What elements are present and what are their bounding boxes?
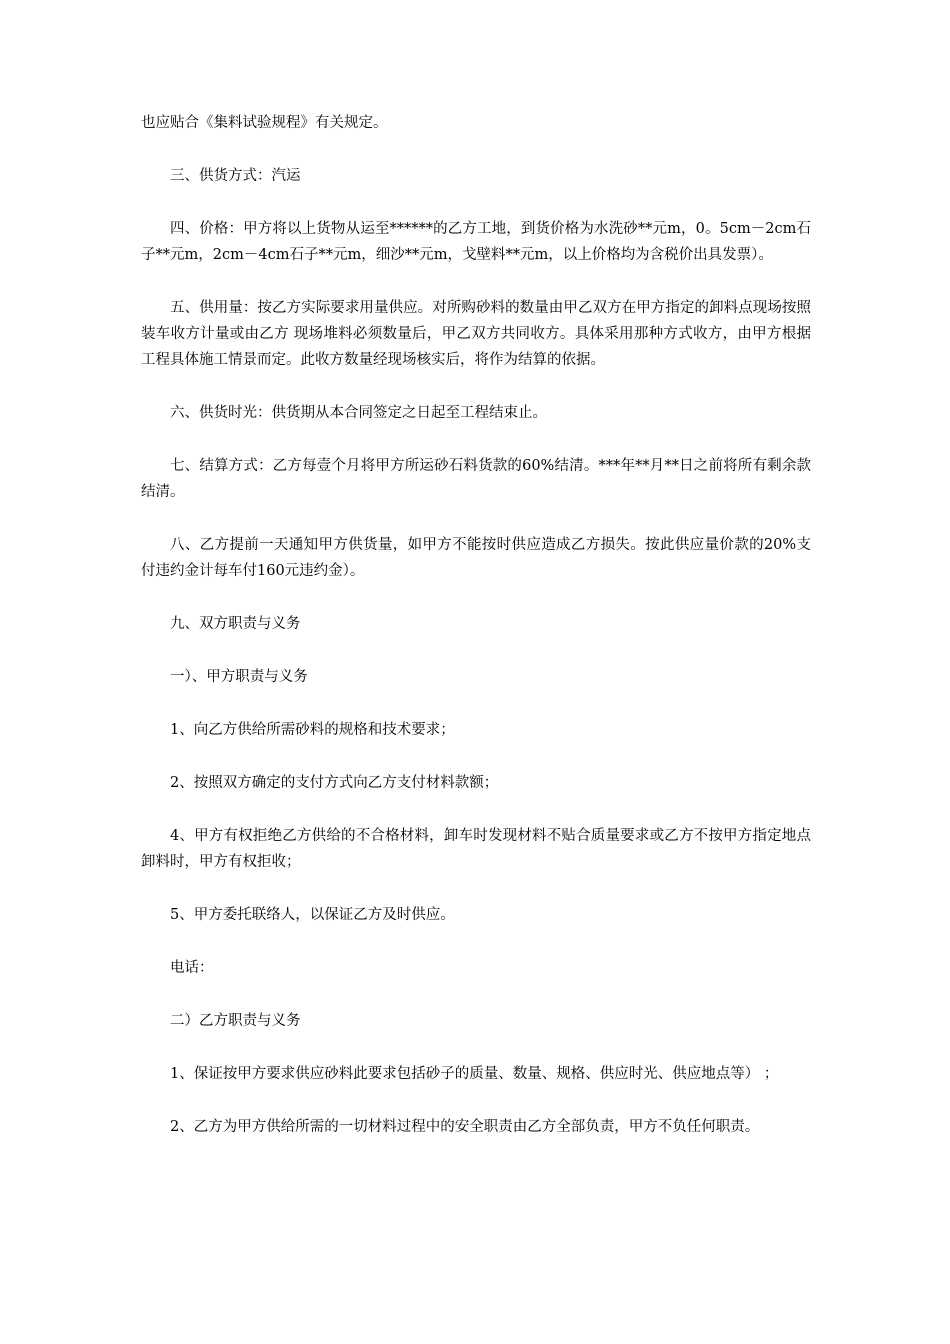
paragraph-supply-quantity: 五、供用量：按乙方实际要求用量供应。对所购砂料的数量由甲乙双方在甲方指定的卸料点现场按照装车收方计量或由乙方 现场堆料必须数量后，甲乙双方共同收方。具体采用那种方式收方，由甲方根据工程具体施工情景而定。此收方数量经现场核实后，将作为结算的依据。 bbox=[141, 300, 811, 368]
paragraph-party-a-heading: 一）、甲方职责与义务 bbox=[170, 669, 308, 685]
paragraph-party-b-item-1: 1、保证按甲方要求供应砂料此要求包括砂子的质量、数量、规格、供应时光、供应地点等） ； bbox=[170, 1066, 779, 1082]
paragraph-delivery-method: 三、供货方式：汽运 bbox=[170, 168, 301, 184]
paragraph-price: 四、价格：甲方将以上货物从运至******的乙方工地，到货价格为水洗砂**元m，0。5cm－2cm石子**元m，2cm－4cm石子**元m，细沙**元m，戈壁料**元m，以上价格均为含税价出具发票）。 bbox=[141, 221, 811, 263]
paragraph-notice: 八、乙方提前一天通知甲方供货量，如甲方不能按时供应造成乙方损失。按此供应量价款的20%支付违约金计每车付160元违约金）。 bbox=[141, 537, 811, 579]
paragraph-party-a-item-2: 2、按照双方确定的支付方式向乙方支付材料款额； bbox=[170, 775, 499, 791]
paragraph-party-a-item-5: 5、甲方委托联络人，以保证乙方及时供应。 bbox=[170, 907, 455, 923]
paragraph-continuation: 也应贴合《集料试验规程》有关规定。 bbox=[141, 115, 388, 131]
paragraph-settlement: 七、结算方式：乙方每壹个月将甲方所运砂石料货款的60%结清。***年**月**日之前将所有剩余款结清。 bbox=[141, 458, 811, 500]
paragraph-party-a-item-4: 4、甲方有权拒绝乙方供给的不合格材料，卸车时发现材料不贴合质量要求或乙方不按甲方指定地点卸料时，甲方有权拒收； bbox=[141, 828, 811, 870]
document-page bbox=[141, 110, 811, 1167]
paragraph-party-b-heading: 二）乙方职责与义务 bbox=[170, 1013, 301, 1029]
paragraph-party-b-item-2: 2、乙方为甲方供给所需的一切材料过程中的安全职责由乙方全部负责，甲方不负任何职责。 bbox=[170, 1119, 760, 1135]
paragraph-supply-period: 六、供货时光：供货期从本合同签定之日起至工程结束止。 bbox=[170, 405, 547, 421]
paragraph-phone: 电话： bbox=[170, 960, 214, 976]
paragraph-duties-heading: 九、双方职责与义务 bbox=[170, 616, 301, 632]
paragraph-party-a-item-1: 1、向乙方供给所需砂料的规格和技术要求； bbox=[170, 722, 455, 738]
